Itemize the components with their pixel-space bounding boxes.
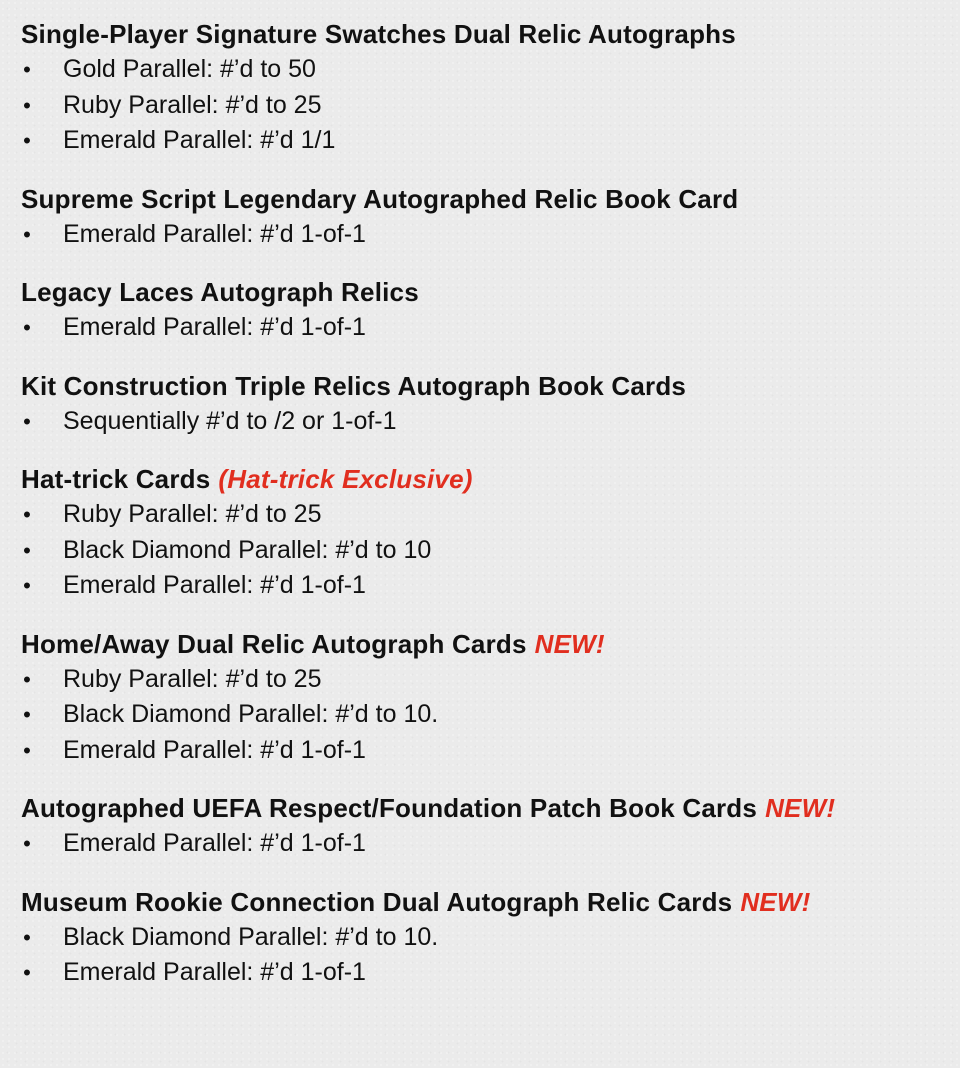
parallel-item-text: Black Diamond Parallel: #’d to 10.	[63, 922, 439, 951]
parallel-list	[21, 920, 951, 991]
parallel-item	[21, 568, 951, 604]
section-title: Kit Construction Triple Relics Autograph Book Cards	[21, 370, 687, 401]
section-heading	[21, 368, 951, 404]
parallel-item-text: Ruby Parallel: #’d to 25	[63, 90, 322, 119]
bullet-icon: •	[23, 737, 31, 763]
section-heading	[21, 274, 951, 310]
bullet-icon: •	[23, 702, 31, 727]
parallel-list	[21, 404, 951, 440]
section-heading	[21, 790, 951, 826]
section-tag: NEW!	[534, 628, 605, 659]
parallel-item	[21, 52, 951, 88]
bullet-icon: •	[23, 92, 31, 118]
parallel-item	[21, 697, 951, 733]
parallel-item	[21, 955, 951, 991]
parallel-item-text: Ruby Parallel: #’d to 25	[63, 500, 322, 528]
parallel-item-text: Ruby Parallel: #’d to 25	[63, 664, 322, 693]
section-heading	[21, 181, 951, 217]
bullet-icon: •	[23, 502, 31, 527]
section-tag: NEW!	[765, 793, 836, 823]
parallel-item-text: Sequentially #’d to /2 or 1-of-1	[63, 406, 397, 435]
parallel-list	[21, 497, 951, 604]
bullet-icon: •	[23, 924, 31, 950]
parallel-item-text: Emerald Parallel: #’d 1-of-1	[63, 571, 366, 599]
bullet-icon: •	[23, 573, 31, 598]
bullet-icon: •	[23, 537, 31, 563]
parallel-item	[21, 826, 951, 862]
parallel-item-text: Emerald Parallel: #’d 1-of-1	[63, 735, 366, 764]
checklist-section	[21, 461, 951, 604]
parallel-item-text: Emerald Parallel: #’d 1-of-1	[63, 958, 366, 986]
parallel-item	[21, 404, 951, 440]
bullet-icon: •	[23, 831, 31, 856]
section-title: Single-Player Signature Swatches Dual Relic Autographs	[21, 19, 736, 49]
section-heading	[21, 626, 951, 662]
checklist-section	[21, 884, 951, 991]
parallel-item-text: Black Diamond Parallel: #’d to 10.	[63, 700, 439, 728]
parallel-item-text: Gold Parallel: #’d to 50	[63, 55, 316, 83]
parallel-item	[21, 217, 951, 253]
parallel-list	[21, 826, 951, 862]
parallel-item	[21, 533, 951, 569]
parallel-item-text: Black Diamond Parallel: #’d to 10	[63, 535, 432, 564]
parallel-list	[21, 52, 951, 159]
parallel-list	[21, 662, 951, 769]
parallel-item	[21, 123, 951, 159]
section-title: Supreme Script Legendary Autographed Relic Book Card	[21, 183, 739, 214]
section-heading	[21, 461, 951, 497]
parallel-item	[21, 497, 951, 533]
parallel-item-text: Emerald Parallel: #’d 1-of-1	[63, 829, 366, 857]
checklist-section	[21, 368, 951, 440]
section-tag: (Hat-trick Exclusive)	[218, 464, 473, 494]
bullet-icon: •	[23, 666, 31, 692]
section-title: Legacy Laces Autograph Relics	[21, 277, 419, 307]
bullet-icon: •	[23, 128, 31, 153]
checklist-section	[21, 790, 951, 862]
parallel-item-text: Emerald Parallel: #’d 1/1	[63, 126, 336, 154]
parallel-list	[21, 217, 951, 253]
parallel-item-text: Emerald Parallel: #’d 1-of-1	[63, 219, 366, 248]
section-heading	[21, 884, 951, 920]
parallel-item-text: Emerald Parallel: #’d 1-of-1	[63, 313, 366, 341]
parallel-item	[21, 310, 951, 346]
parallel-item	[21, 920, 951, 956]
checklist-section	[21, 16, 951, 159]
bullet-icon: •	[23, 221, 31, 247]
parallel-item	[21, 733, 951, 769]
checklist-section	[21, 626, 951, 769]
section-title: Autographed UEFA Respect/Foundation Patch Book Cards	[21, 793, 758, 823]
section-title: Museum Rookie Connection Dual Autograph Relic Cards	[21, 886, 733, 917]
section-title: Hat-trick Cards	[21, 464, 211, 494]
bullet-icon: •	[23, 57, 31, 82]
parallel-item	[21, 88, 951, 124]
parallel-item	[21, 662, 951, 698]
checklist-section	[21, 181, 951, 253]
parallel-list	[21, 310, 951, 346]
section-heading	[21, 16, 951, 52]
bullet-icon: •	[23, 408, 31, 434]
section-tag: NEW!	[740, 886, 811, 917]
bullet-icon: •	[23, 960, 31, 985]
bullet-icon: •	[23, 315, 31, 340]
section-title: Home/Away Dual Relic Autograph Cards	[21, 628, 527, 659]
checklist-document	[21, 16, 951, 1013]
checklist-section	[21, 274, 951, 346]
